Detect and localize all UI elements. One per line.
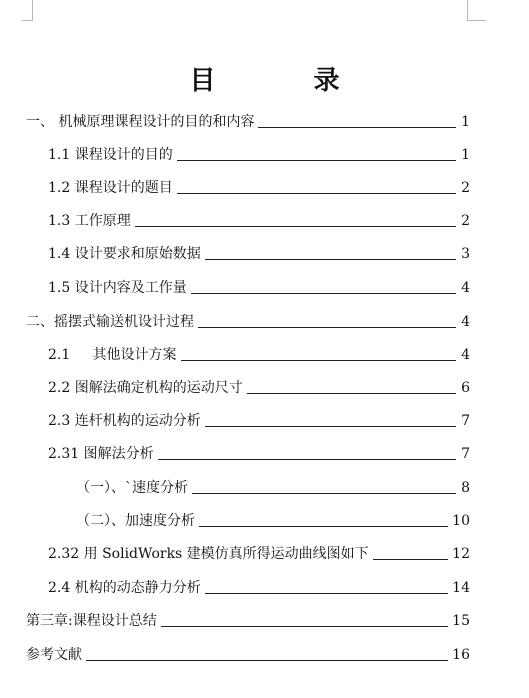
toc-entry[interactable] [48, 141, 470, 163]
toc-entry-page: 4 [461, 280, 470, 296]
toc-entry-page: 2 [461, 180, 470, 196]
toc-entry-page: 4 [461, 347, 470, 363]
toc-entry[interactable] [48, 540, 470, 562]
toc-leader [161, 625, 448, 627]
toc-entry-label: 一、 机械原理课程设计的目的和内容 [26, 114, 255, 130]
toc-entry[interactable] [48, 274, 470, 296]
toc-entry-label: 第三章:课程设计总结 [26, 613, 157, 629]
toc-entry-page: 7 [461, 446, 470, 462]
page-corner-mark-left [22, 0, 33, 21]
toc-entry[interactable] [26, 308, 470, 330]
toc-leader [135, 225, 456, 227]
toc-entry-page: 7 [461, 413, 470, 429]
toc-entry-label: 参考文献 [26, 647, 82, 663]
toc-leader [198, 326, 456, 328]
toc-leader [247, 392, 456, 394]
toc-entry-page: 1 [461, 114, 470, 130]
toc-entry-page: 2 [461, 213, 470, 229]
toc-leader [177, 159, 456, 161]
toc-leader [191, 292, 456, 294]
toc-entry[interactable] [48, 240, 470, 262]
toc-entry-page: 6 [461, 380, 470, 396]
toc-entry[interactable] [48, 374, 470, 396]
toc-entry[interactable] [48, 574, 470, 596]
toc-leader [205, 425, 456, 427]
toc-entry-page: 16 [452, 647, 470, 663]
toc-entry-label: 1.5 设计内容及工作量 [48, 280, 187, 296]
toc-entry[interactable] [48, 174, 470, 196]
toc-entry-page: 14 [452, 580, 470, 596]
toc-entry-page: 12 [452, 546, 470, 562]
toc-entry-label: 2.32 用 SolidWorks 建模仿真所得运动曲线图如下 [48, 546, 369, 562]
toc-leader [158, 458, 456, 460]
toc-leader [258, 126, 456, 128]
toc-leader [181, 359, 456, 361]
toc-entry-page: 10 [452, 513, 470, 529]
toc-entry-label: 1.4 设计要求和原始数据 [48, 246, 201, 262]
toc-entry[interactable] [26, 641, 470, 663]
toc-entry-page: 4 [461, 314, 470, 330]
page-corner-mark-right [467, 0, 486, 21]
toc-entry-label: 二、摇摆式输送机设计过程 [26, 314, 194, 330]
toc-entry-label: 1.3 工作原理 [48, 213, 131, 229]
toc-entry-label: 2.4 机构的动态静力分析 [48, 580, 201, 596]
toc-entry-label: 1.2 课程设计的题目 [48, 180, 173, 196]
toc-entry[interactable] [26, 108, 470, 130]
toc-entry-label: 2.31 图解法分析 [48, 446, 154, 462]
toc-leader [192, 492, 456, 494]
toc-entry[interactable] [48, 207, 470, 229]
toc-entry[interactable] [48, 440, 470, 462]
toc-entry-label: 1.1 课程设计的目的 [48, 147, 173, 163]
toc-leader [177, 192, 456, 194]
toc-entry-label: 2.2 图解法确定机构的运动尺寸 [48, 380, 243, 396]
toc-entry-label: （二）、加速度分析 [76, 513, 195, 529]
toc-leader [205, 258, 456, 260]
toc-entry-page: 3 [461, 246, 470, 262]
toc-entry-page: 15 [452, 613, 470, 629]
toc-entry[interactable] [76, 474, 470, 496]
toc-entry[interactable] [76, 507, 470, 529]
page-title: 目 录 [189, 66, 376, 96]
toc-entry-label: （一）、`速度分析 [76, 480, 188, 496]
toc-entry[interactable] [48, 341, 470, 363]
toc-entry-page: 1 [461, 147, 470, 163]
toc-leader [205, 592, 448, 594]
toc-entry[interactable] [26, 607, 470, 629]
toc-leader [86, 659, 448, 661]
toc-entry-page: 8 [461, 480, 470, 496]
toc-entry-label: 2.3 连杆机构的运动分析 [48, 413, 201, 429]
toc-entry-label: 2.1 其他设计方案 [48, 347, 177, 363]
toc-entry[interactable] [48, 407, 470, 429]
toc-leader [373, 558, 448, 560]
toc-leader [199, 525, 448, 527]
